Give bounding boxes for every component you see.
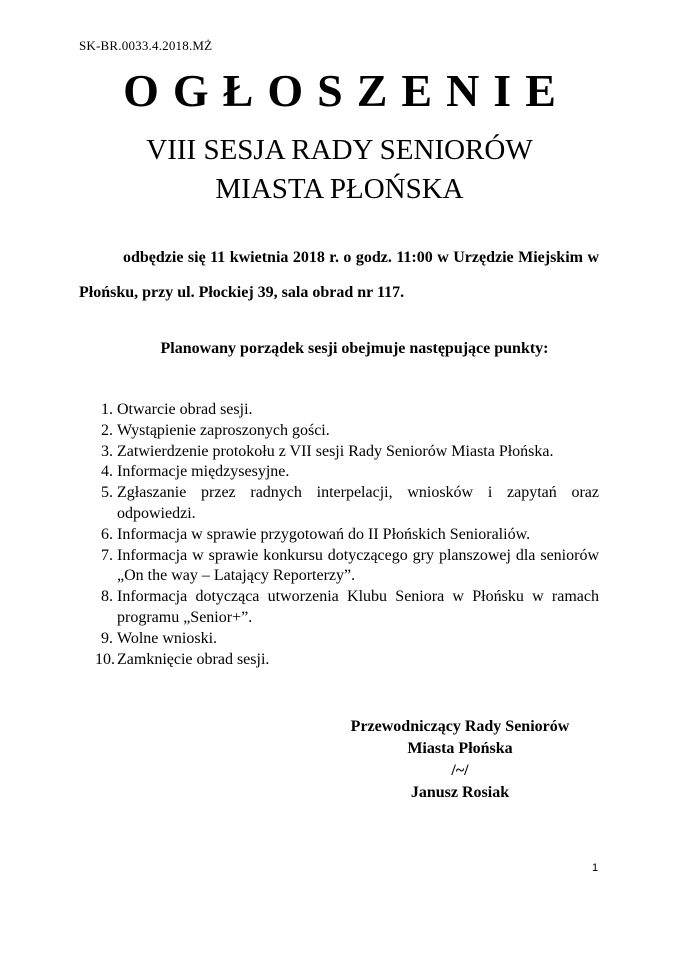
agenda-item-text: Zamknięcie obrad sesji.: [117, 650, 270, 668]
agenda-item: [79, 442, 599, 463]
signatory-name: Janusz Rosiak: [410, 784, 510, 801]
agenda-item: [79, 483, 599, 525]
agenda-item-number: 8.: [101, 588, 113, 606]
agenda-item: [79, 546, 599, 588]
session-announcement-text: odbędzie się 11 kwietnia 2018 r. o godz. 11:00 w Urzędzie Miejskim w Płońsku, przy ul. Płockiej 39, sala obrad nr 117.: [79, 249, 599, 301]
agenda-item-number: 3.: [101, 442, 113, 460]
signature-mark: /~/: [451, 762, 469, 779]
agenda-heading: Planowany porządek sesji obejmuje następujące punkty:: [160, 340, 549, 357]
document-title: OGŁOSZENIE: [123, 65, 570, 116]
document-reference: SK-BR.0033.4.2018.MŻ: [79, 38, 213, 53]
agenda-item-text: Wystąpienie zaproszonych gości.: [117, 421, 330, 439]
agenda-item-text: Wolne wnioski.: [117, 629, 218, 647]
subtitle-line-1: VIII SESJA RADY SENIORÓW: [146, 134, 533, 166]
agenda-item: [79, 629, 599, 650]
agenda-item-text: Otwarcie obrad sesji.: [117, 401, 253, 418]
agenda-item-text: Zatwierdzenie protokołu z VII sesji Rady Seniorów Miasta Płońska.: [117, 442, 554, 460]
agenda-list: [79, 400, 599, 670]
agenda-item: [79, 421, 599, 442]
subtitle-line-2: MIASTA PŁOŃSKA: [215, 173, 464, 205]
signature-role: Przewodniczący Rady Seniorów: [350, 718, 570, 735]
agenda-item-text: Informacja w sprawie przygotowań do II Płońskich Senioraliów.: [117, 525, 531, 543]
agenda-item-number: 5.: [101, 484, 113, 502]
agenda-item-number: 4.: [101, 463, 113, 481]
agenda-item-number: 2.: [101, 421, 113, 439]
agenda-item-text: Informacja w sprawie konkursu dotyczącego gry planszowej dla seniorów „On the way – Latający Reporterzy”.: [117, 546, 599, 585]
agenda-item-text: Zgłaszanie przez radnych interpelacji, wniosków i zapytań oraz odpowiedzi.: [117, 484, 599, 522]
page-number: 1: [592, 862, 599, 874]
agenda-item-number: 10.: [95, 650, 115, 668]
signature-organization: Miasta Płońska: [407, 740, 513, 757]
agenda-item-number: 9.: [101, 629, 113, 647]
agenda-item: [79, 650, 599, 671]
agenda-item-text: Informacja dotycząca utworzenia Klubu Seniora w Płońsku w ramach programu „Senior+”.: [117, 588, 599, 626]
agenda-item-text: Informacje międzysesyjne.: [117, 463, 290, 481]
agenda-item-number: 1.: [101, 401, 113, 418]
agenda-item: [79, 525, 599, 546]
agenda-item: [79, 462, 599, 483]
signature-block: [300, 716, 620, 804]
agenda-item-number: 7.: [101, 546, 113, 564]
agenda-item-number: 6.: [101, 525, 113, 543]
session-announcement: [79, 240, 599, 310]
agenda-item: [79, 400, 599, 421]
agenda-item: [79, 587, 599, 629]
